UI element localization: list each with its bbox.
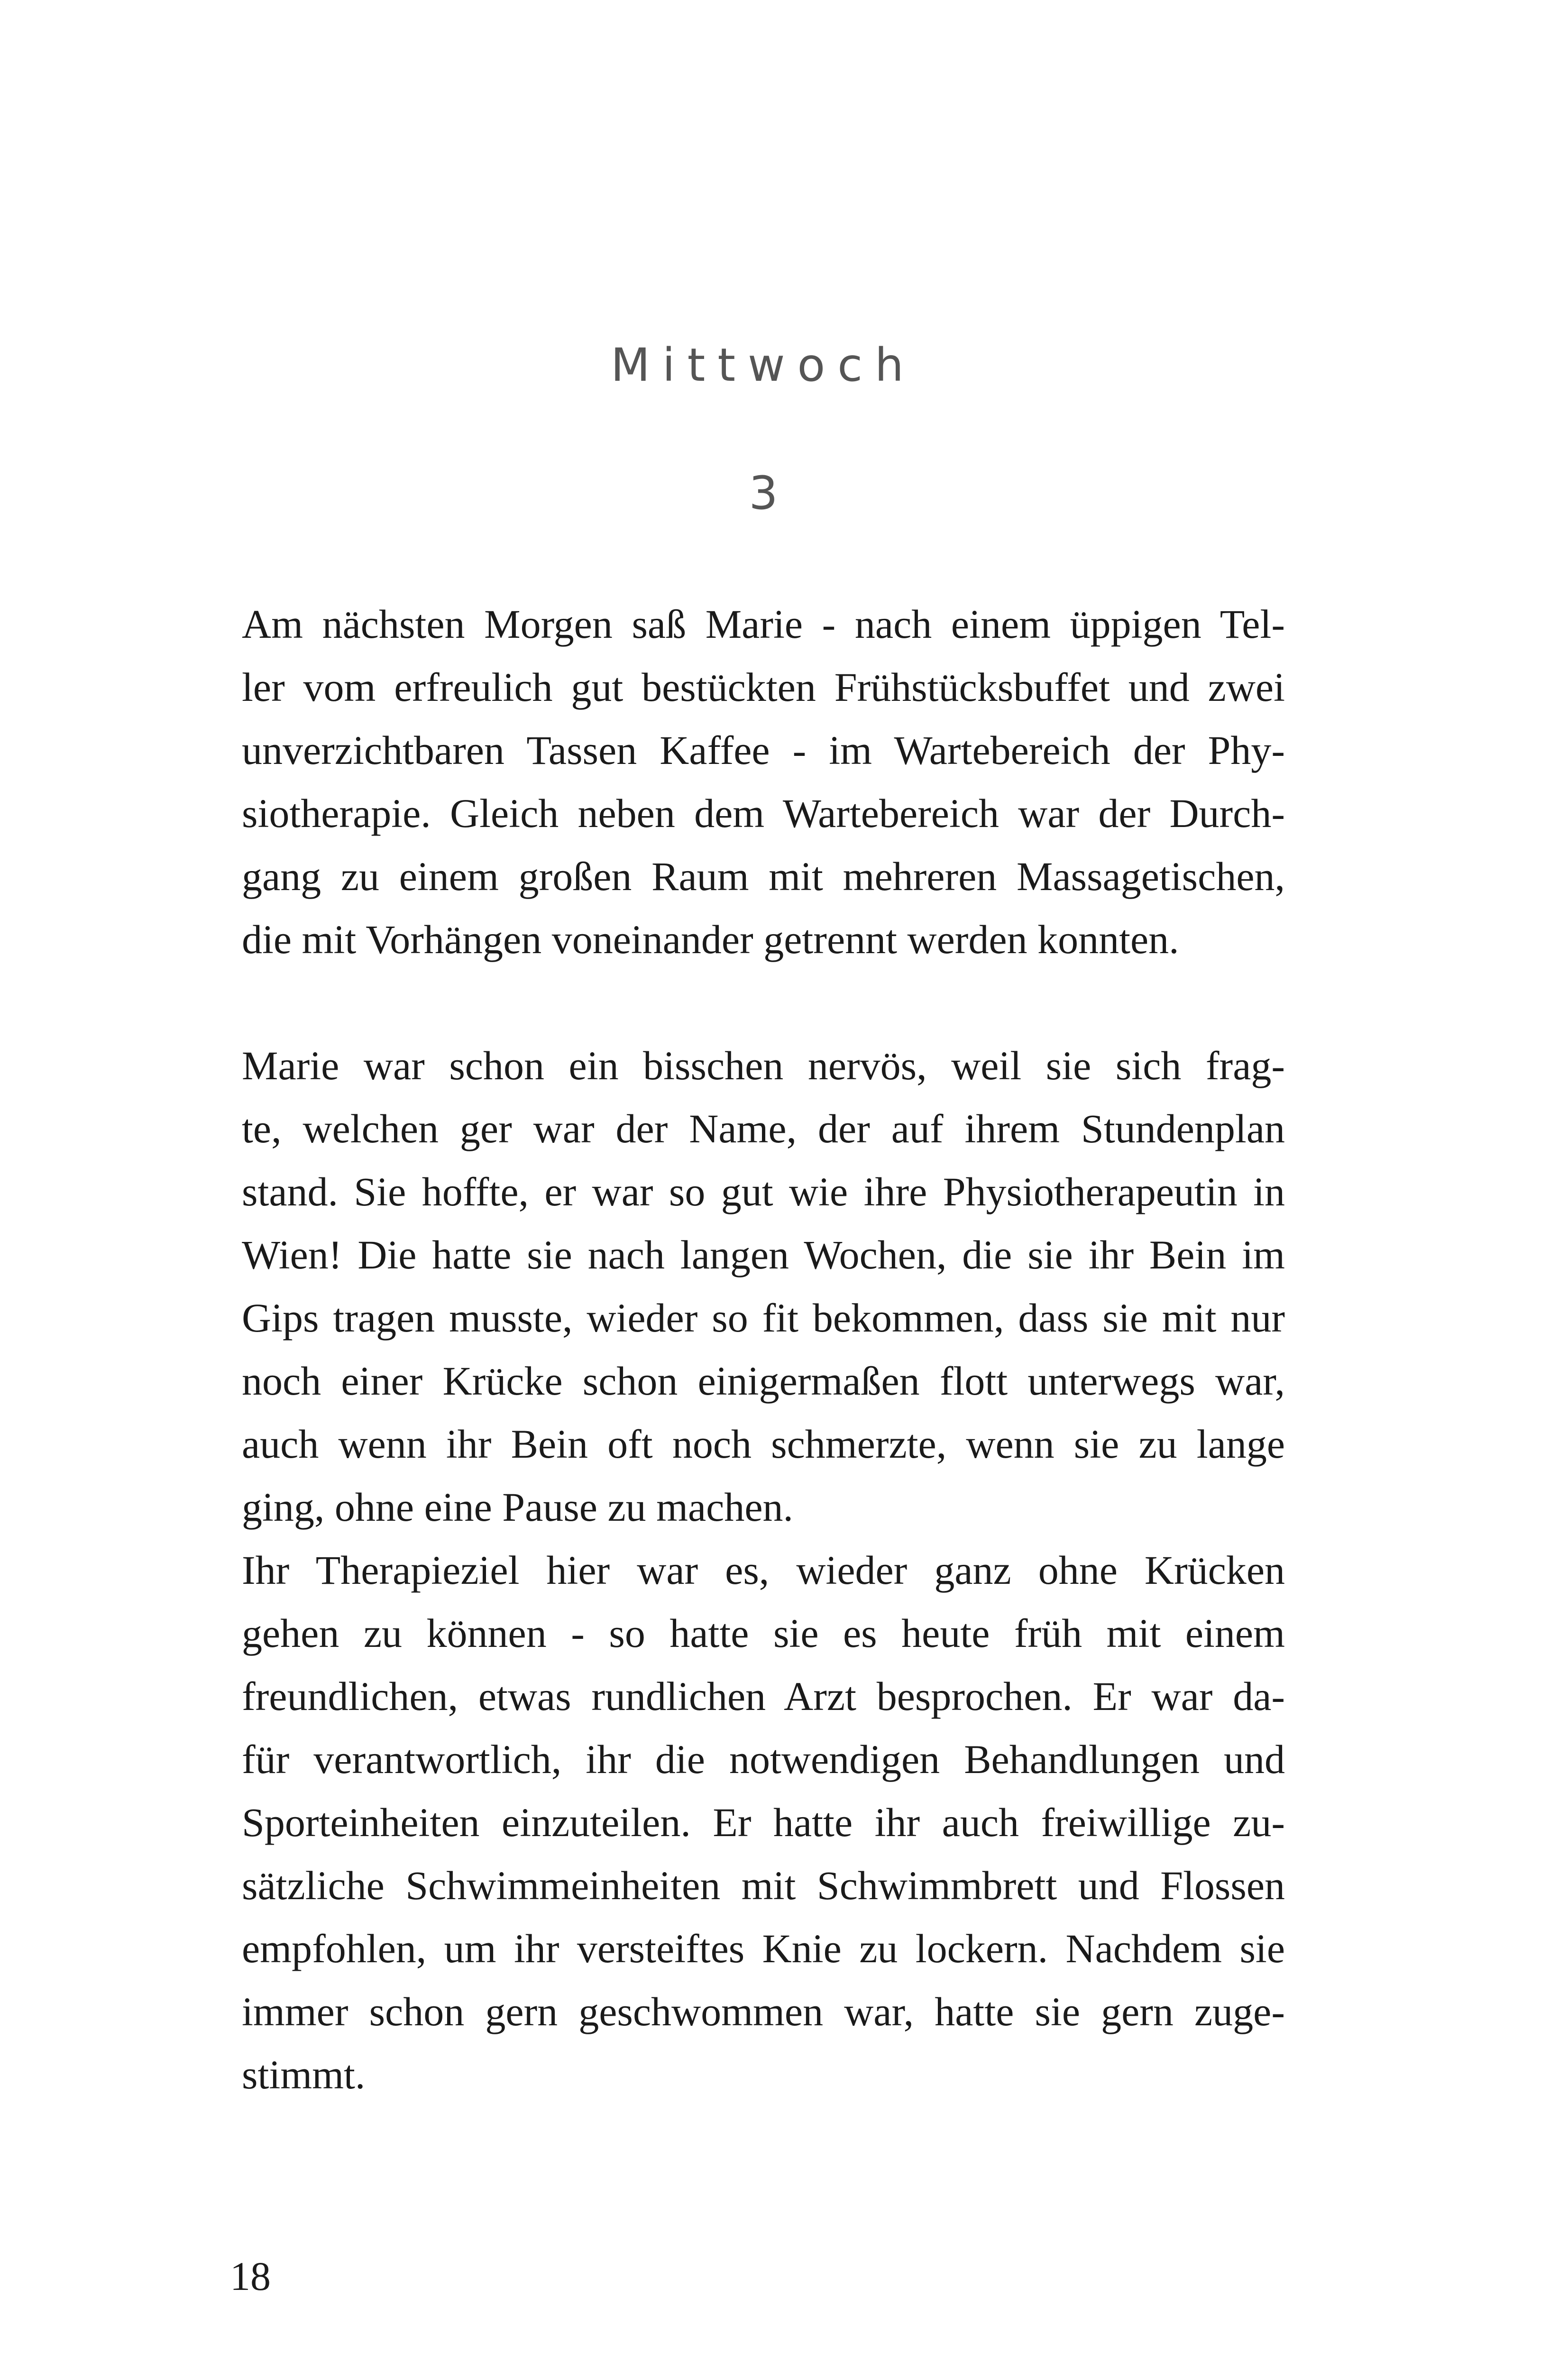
text-line: freundlichen, etwas rundlichen Arzt besprochen. Er war da- — [242, 1673, 1285, 1719]
text-line: Marie war schon ein bisschen nervös, weil sie sich frag- — [242, 1043, 1285, 1088]
page-number: 18 — [230, 2253, 271, 2299]
text-line: ging, ohne eine Pause zu machen. — [242, 1484, 794, 1530]
text-line: ler vom erfreulich gut bestückten Frühstücksbuffet und zwei — [242, 664, 1285, 710]
text-line: Sporteinheiten einzuteilen. Er hatte ihr auch freiwillige zu- — [242, 1800, 1285, 1845]
body-text — [242, 593, 1285, 2106]
text-line: stimmt. — [242, 2052, 366, 2097]
text-line: die mit Vorhängen voneinander getrennt werden konnten. — [242, 917, 1179, 962]
paragraph — [242, 1034, 1285, 1539]
text-line: Wien! Die hatte sie nach langen Wochen, die sie ihr Bein im — [242, 1232, 1285, 1277]
chapter-number: 3 — [749, 467, 778, 520]
text-line: Am nächsten Morgen saß Marie - nach einem üppigen Tel- — [242, 601, 1285, 647]
text-line: siotherapie. Gleich neben dem Wartebereich war der Durch- — [242, 790, 1285, 836]
chapter-title: Mittwoch — [611, 339, 916, 392]
text-line: gehen zu können - so hatte sie es heute früh mit einem — [242, 1610, 1285, 1656]
paragraph — [242, 1539, 1285, 2106]
paragraph — [242, 593, 1285, 971]
text-line: empfohlen, um ihr versteiftes Knie zu lockern. Nachdem sie — [242, 1926, 1285, 1971]
text-line: noch einer Krücke schon einigermaßen flott unterwegs war, — [242, 1358, 1285, 1404]
text-line: Gips tragen musste, wieder so fit bekommen, dass sie mit nur — [242, 1295, 1285, 1341]
text-line: sätzliche Schwimmeinheiten mit Schwimmbrett und Flossen — [242, 1863, 1285, 1908]
text-line: immer schon gern geschwommen war, hatte sie gern zuge- — [242, 1989, 1285, 2034]
text-line: te, welchen ger war der Name, der auf ihrem Stundenplan — [242, 1106, 1285, 1151]
text-line: für verantwortlich, ihr die notwendigen Behandlungen und — [242, 1737, 1285, 1782]
text-line: gang zu einem großen Raum mit mehreren Massagetischen, — [242, 854, 1285, 899]
text-line: Ihr Therapieziel hier war es, wieder ganz ohne Krücken — [242, 1547, 1285, 1593]
text-line: stand. Sie hoffte, er war so gut wie ihre Physiotherapeutin in — [242, 1169, 1285, 1214]
text-line: auch wenn ihr Bein oft noch schmerzte, wenn sie zu lange — [242, 1421, 1285, 1467]
paragraph-gap — [242, 971, 1285, 1034]
text-line: unverzichtbaren Tassen Kaffee - im Wartebereich der Phy- — [242, 727, 1285, 773]
